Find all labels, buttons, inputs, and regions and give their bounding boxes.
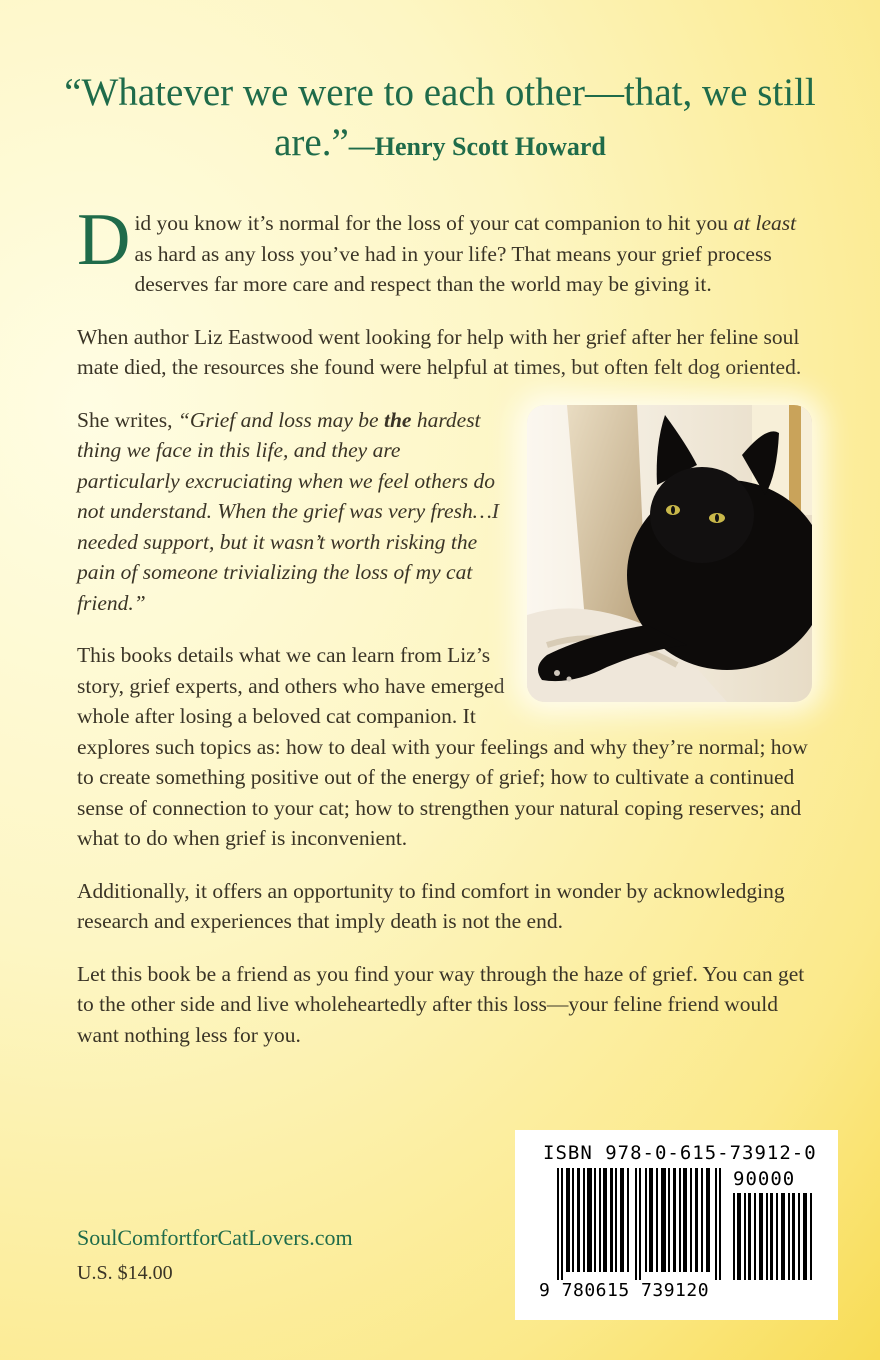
intro-paragraph: [77, 199, 812, 300]
price-addon-digits: 90000: [733, 1168, 796, 1190]
epigraph-quote: [60, 68, 820, 172]
quote-lead: She writes,: [77, 407, 178, 432]
book-description: [77, 199, 812, 1072]
price-label: U.S. $14.00: [77, 1262, 173, 1284]
isbn-barcode: [515, 1130, 838, 1320]
isbn-number: ISBN 978-0-615-73912-0: [543, 1142, 817, 1164]
intro-emphasis: at least: [733, 211, 797, 235]
author-paragraph: When author Liz Eastwood went looking for help with her grief after her feline soul mate died, the resources she found were helpful at times, but often felt dog oriented.: [77, 324, 802, 379]
intro-text-2: as hard as any loss you’ve had in your life? That means your grief process deserves far more care and respect than the world may be giving it.: [134, 241, 772, 296]
author-quote-b: hardest thing we face in this life, and they are particularly excruciating when we feel others do not understand. When the grief was very fresh…I needed support, but it wasn’t worth risking the pain of someone trivializing the loss of my cat friend.”: [77, 407, 499, 615]
wonder-paragraph: Additionally, it offers an opportunity to find comfort in wonder by acknowledging research and experiences that imply death is not the end.: [77, 878, 785, 933]
website-url: SoulComfortforCatLovers.com: [77, 1225, 353, 1250]
quote-attribution: —Henry Scott Howard: [348, 132, 606, 161]
ean-digits: 9 780615 739120: [539, 1280, 710, 1301]
quote-text: “Whatever we were to each other—that, we still are.”: [64, 71, 816, 164]
author-quote-a: “Grief and loss may be: [177, 407, 384, 432]
author-quote-bold: the: [383, 407, 412, 432]
topics-paragraph: This books details what we can learn from Liz’s story, grief experts, and others who have emerged whole after losing a beloved cat companion. It explores such topics as: how to deal with your feelings and why they’re normal; how to create something positive out of the energy of grief; how to cultivate a continued sense of connection to your cat; how to strengthen your natural coping reserves; and what to do when grief is inconvenient.: [77, 643, 808, 850]
drop-cap: D: [77, 199, 131, 281]
ean-barcode-bars: [557, 1168, 722, 1280]
black-cat-image: [527, 405, 812, 702]
closing-paragraph: Let this book be a friend as you find your way through the haze of grief. You can get to the other side and live wholeheartedly after this loss—your feline friend would want nothing less for you.: [77, 961, 805, 1047]
addon-barcode-bars: [733, 1193, 813, 1280]
intro-text-1: id you know it’s normal for the loss of your cat companion to hit you: [134, 211, 734, 235]
cat-photo: [527, 405, 812, 702]
